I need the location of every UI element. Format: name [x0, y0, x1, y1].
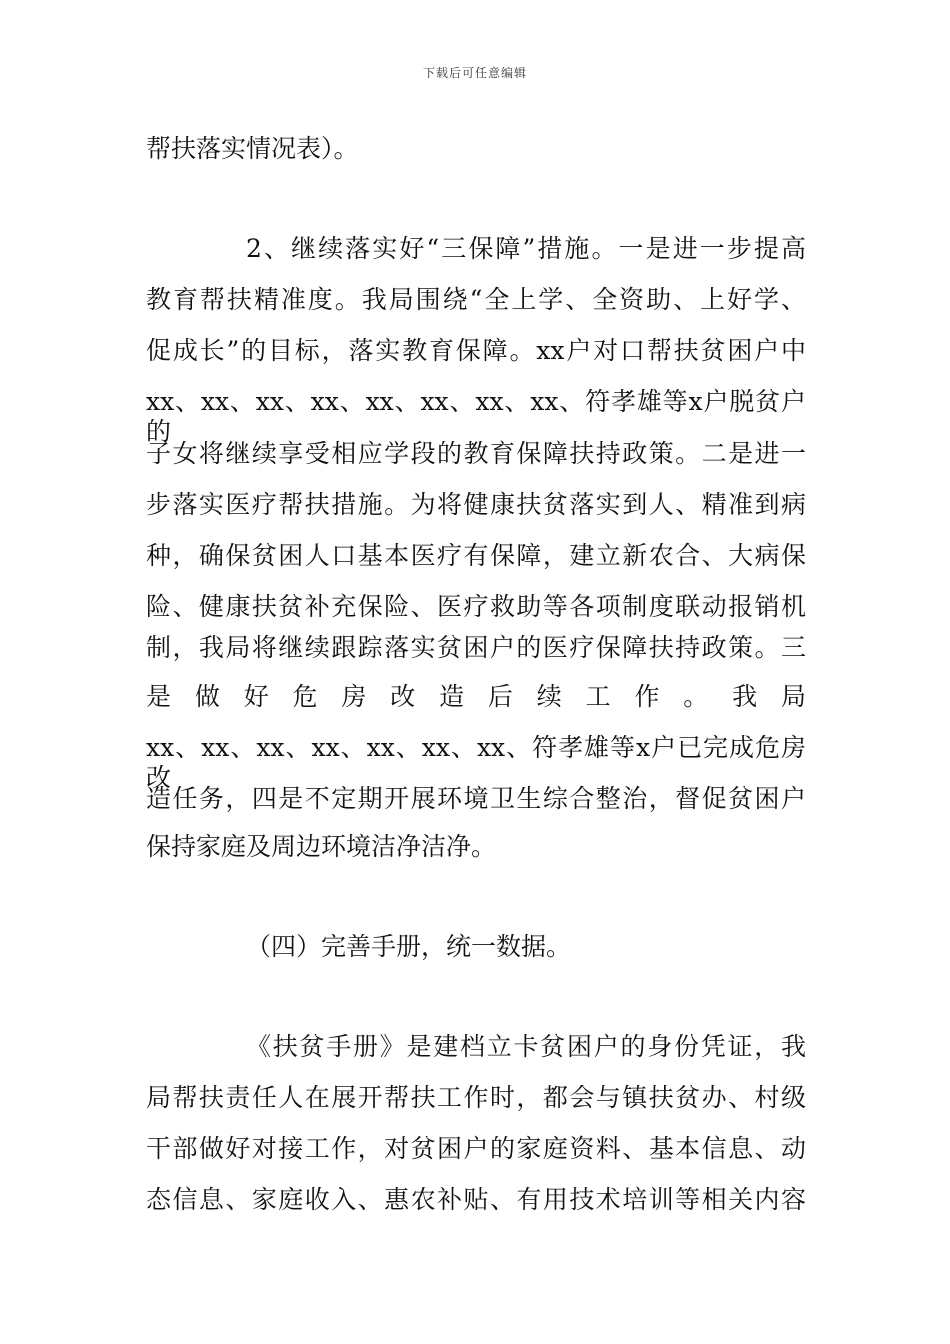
section-heading: （四）完善手册，统一数据。 — [246, 932, 572, 961]
text-line: 是 做 好 危 房 改 造 后 续 工 作 。 我 局 — [146, 682, 806, 711]
text-line: 局帮扶责任人在展开帮扶工作时，都会与镇扶贫办、村级 — [146, 1083, 806, 1112]
text-line: 促成长”的目标，落实教育保障。xx户对口帮扶贫困户中 — [146, 336, 806, 365]
text-line: 险、健康扶贫补充保险、医疗救助等各项制度联动报销机 — [146, 592, 806, 621]
text-line: 干部做好对接工作，对贫困户的家庭资料、基本信息、动 — [146, 1134, 806, 1163]
text-line: 造任务，四是不定期开展环境卫生综合整治，督促贫困户 — [146, 784, 806, 813]
text-line: 步落实医疗帮扶措施。为将健康扶贫落实到人、精准到病 — [146, 490, 806, 519]
text-line: 子女将继续享受相应学段的教育保障扶持政策。二是进一 — [146, 439, 806, 468]
text-line: 种，确保贫困人口基本医疗有保障，建立新农合、大病保 — [146, 541, 806, 570]
text-line: 帮扶落实情况表）。 — [146, 134, 359, 163]
text-line: 保持家庭及周边环境洁净洁净。 — [146, 832, 497, 861]
text-line: 教育帮扶精准度。我局围绕“全上学、全资助、上好学、 — [146, 285, 806, 314]
text-line: xx、xx、xx、xx、xx、xx、xx、xx、符孝雄等x户脱贫户的 — [146, 387, 806, 446]
text-line: 《扶贫手册》是建档立卡贫困户的身份凭证，我 — [246, 1032, 806, 1061]
text-line: 制，我局将继续跟踪落实贫困户的医疗保障扶持政策。三 — [146, 633, 806, 662]
text-line: 态信息、家庭收入、惠农补贴、有用技术培训等相关内容 — [146, 1185, 806, 1214]
text-line: xx、xx、xx、xx、xx、xx、xx、符孝雄等x户已完成危房改 — [146, 733, 806, 792]
text-line: 2、继续落实好“三保障”措施。一是进一步提高 — [246, 234, 806, 263]
page-header: 下载后可任意编辑 — [422, 66, 527, 80]
